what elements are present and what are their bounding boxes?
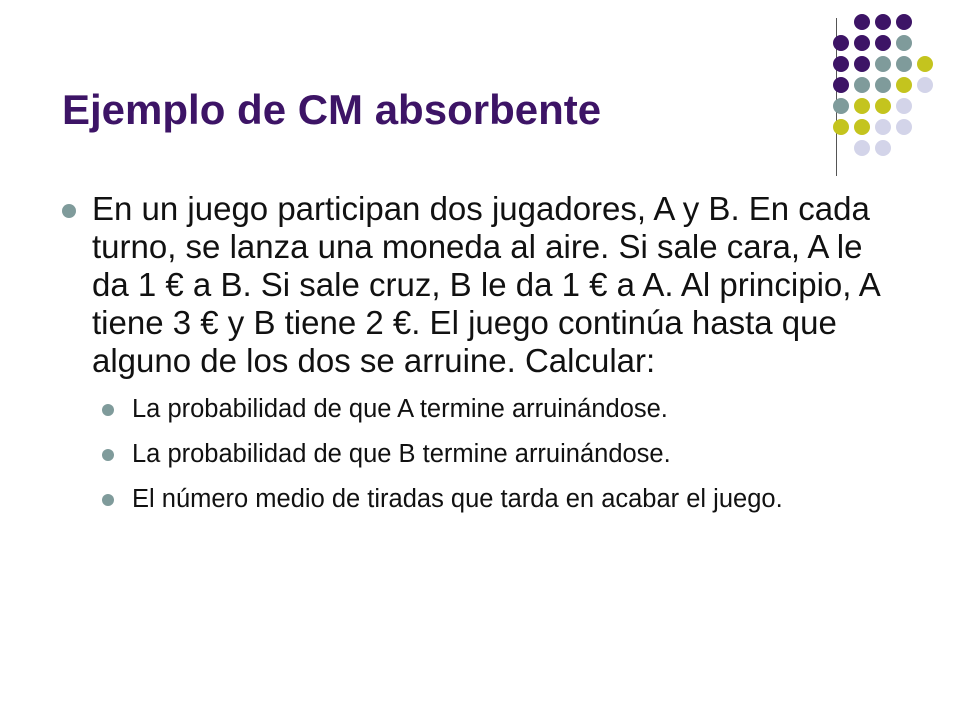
decorative-dot <box>854 98 870 114</box>
decorative-dot <box>854 35 870 51</box>
decorative-dot <box>896 56 912 72</box>
sub-bullet-dot-icon <box>102 404 114 416</box>
decorative-dot-grid <box>0 0 960 180</box>
bullet-dot-icon <box>62 204 76 218</box>
main-bullet <box>62 190 902 380</box>
decorative-dot <box>917 77 933 93</box>
sub-bullet-text: El número medio de tiradas que tarda en acabar el juego. <box>132 485 783 513</box>
decorative-dot <box>917 56 933 72</box>
decorative-dot <box>896 119 912 135</box>
sub-bullet-item <box>102 439 902 470</box>
decorative-dot <box>875 77 891 93</box>
decorative-dot <box>854 77 870 93</box>
decorative-dot <box>875 119 891 135</box>
sub-bullet-text: La probabilidad de que B termine arruinándose. <box>132 440 671 468</box>
decorative-dot <box>896 14 912 30</box>
decorative-dot <box>875 35 891 51</box>
decorative-dot <box>875 140 891 156</box>
sub-bullet-list <box>62 394 902 515</box>
decorative-dot <box>854 56 870 72</box>
decorative-dot <box>896 77 912 93</box>
slide-content <box>62 190 902 529</box>
decorative-dot <box>896 35 912 51</box>
decorative-dot <box>854 119 870 135</box>
decorative-dot <box>833 56 849 72</box>
decorative-dot <box>833 98 849 114</box>
main-bullet-text: En un juego participan dos jugadores, A y B. En cada turno, se lanza una moneda al aire. Si sale cara, A le da 1 € a B. Si sale cruz, B le da 1 € a A. Al principio, A tiene 3 € y B tiene 2 €. El juego continúa hasta que alguno de los dos se arruine. Calcular: <box>92 190 879 379</box>
decorative-dot <box>833 77 849 93</box>
decorative-dot <box>875 56 891 72</box>
decorative-dot <box>854 14 870 30</box>
decorative-dot <box>854 140 870 156</box>
decorative-dot <box>833 35 849 51</box>
decorative-dot <box>896 98 912 114</box>
decorative-dot <box>875 98 891 114</box>
slide-title: Ejemplo de CM absorbente <box>62 86 602 133</box>
sub-bullet-text: La probabilidad de que A termine arruinándose. <box>132 395 668 423</box>
sub-bullet-item <box>102 394 902 425</box>
sub-bullet-dot-icon <box>102 494 114 506</box>
sub-bullet-item <box>102 484 902 515</box>
sub-bullet-dot-icon <box>102 449 114 461</box>
decorative-dot <box>875 14 891 30</box>
decorative-dot <box>833 119 849 135</box>
